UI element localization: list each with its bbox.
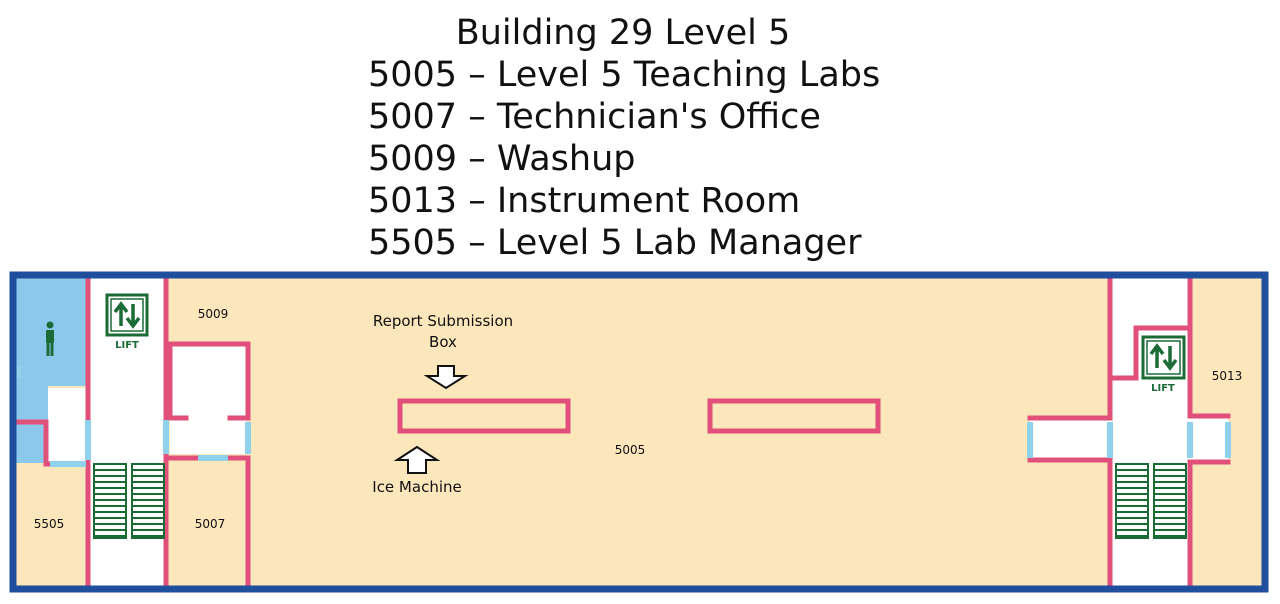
room-label-5007: 5007 [194,517,226,531]
legend-room-name: Level 5 Teaching Labs [496,55,881,95]
legend-room-number: 5009 [368,139,458,179]
report-box-label-line2: Box [429,333,457,351]
right-lift-lobby [1112,276,1190,588]
map-title: Building 29 Level 5 [455,13,791,53]
lift-label: LIFT [115,340,139,351]
lift-label: LIFT [1151,383,1175,394]
legend-separator: – [468,97,486,137]
legend-room-number: 5013 [368,181,458,221]
legend-row-5005 [368,54,880,96]
room-label-5505: 5505 [33,517,65,531]
legend-room-name: Technician's Office [496,97,821,137]
floor-plan [0,266,1280,604]
room-label-5009: 5009 [197,307,229,321]
legend-separator: – [468,223,486,263]
legend-room-name: Level 5 Lab Manager [496,223,862,263]
legend-separator: – [468,139,486,179]
legend-row-5505 [368,222,861,264]
lift-icon [1143,337,1184,378]
legend-room-number: 5505 [368,223,458,263]
room-label-5013: 5013 [1211,369,1243,383]
legend-room-name: Instrument Room [496,181,801,221]
room-5013-entry [1190,418,1228,460]
right-corridor [1030,418,1112,460]
legend-separator: – [468,55,486,95]
legend-room-name: Washup [496,139,636,179]
room-5009-inner-lobby [170,344,246,454]
legend-row-5009 [368,138,636,180]
legend-separator: – [468,181,486,221]
legend-row-5007 [368,96,821,138]
lift-icon [107,295,147,335]
legend-room-number: 5007 [368,97,458,137]
left-corridor-nook [48,388,88,463]
legend-row-5013 [368,180,800,222]
report-box-label-line1: Report Submission [372,312,514,330]
map-legend [0,8,1280,266]
ice-machine-label: Ice Machine [372,478,462,496]
legend-room-number: 5005 [368,55,458,95]
room-label-5005: 5005 [614,443,646,457]
